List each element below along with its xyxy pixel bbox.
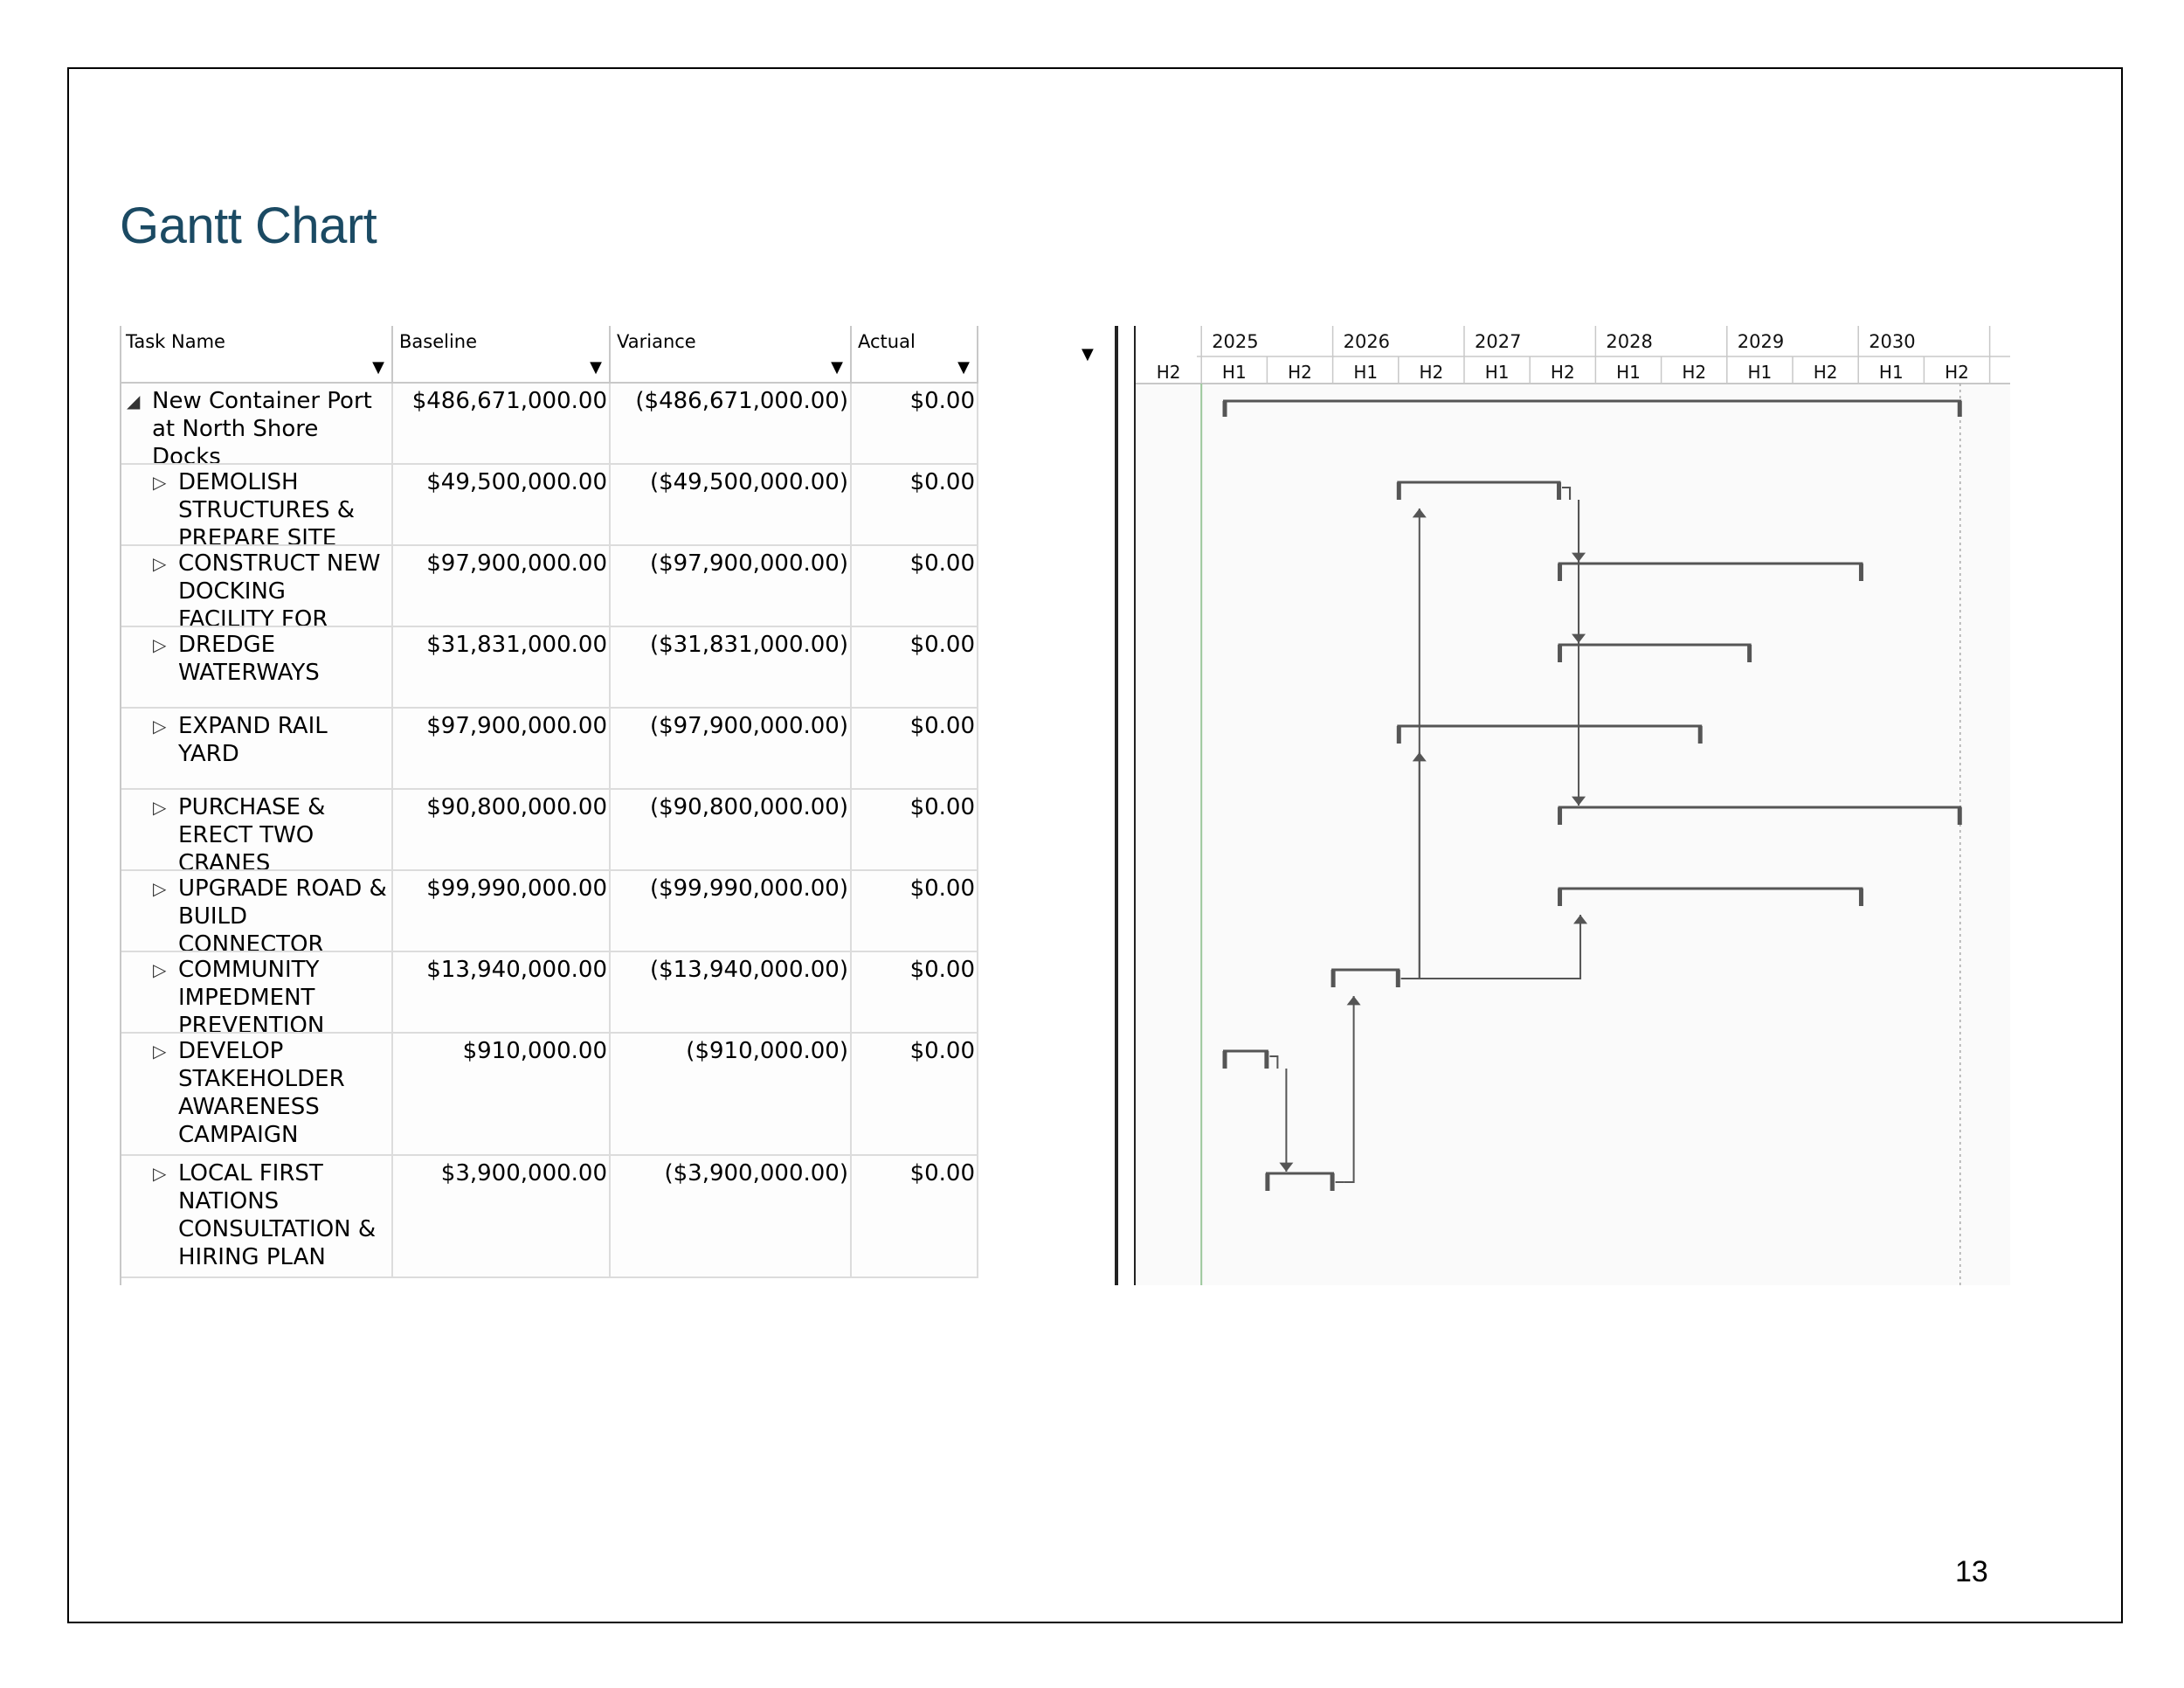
variance-cell: ($99,990,000.00) [611, 871, 852, 951]
half-label: H2 [1945, 362, 1969, 383]
column-header-label: Baseline [399, 331, 478, 352]
task-name: New Container Port at North Shore Docks [152, 388, 372, 465]
actual-cell: $0.00 [852, 384, 978, 463]
column-header-label: Task Name [126, 331, 225, 352]
year-label: 2028 [1606, 331, 1653, 352]
actual-cell: $0.00 [852, 546, 978, 626]
half-label: H1 [1353, 362, 1379, 383]
variance-cell: ($910,000.00) [611, 1034, 852, 1154]
gantt-background [1136, 384, 2010, 1285]
column-header-baseline[interactable] [393, 326, 611, 384]
column-header-actual[interactable] [852, 326, 978, 384]
task-name: CONSTRUCT NEW DOCKING FACILITY FOR [178, 550, 381, 627]
year-label: 2026 [1343, 331, 1391, 352]
baseline-cell: $99,990,000.00 [393, 871, 611, 951]
actual-cell: $0.00 [852, 627, 978, 707]
table-row[interactable] [120, 790, 978, 871]
baseline-cell: $486,671,000.00 [393, 384, 611, 463]
bar-end-cap [1698, 726, 1703, 744]
bar-start-cap [1558, 645, 1562, 662]
half-label: H2 [1813, 362, 1838, 383]
bar-end-cap [1859, 564, 1863, 581]
task-name: COMMUNITY IMPEDMENT PREVENTION [178, 957, 325, 1034]
half-label: H1 [1878, 362, 1904, 383]
collapse-triangle-icon[interactable]: ◢ [127, 391, 141, 412]
gantt-chart [1136, 326, 2010, 1285]
table-row[interactable] [120, 952, 978, 1034]
bar-start-cap [1558, 564, 1562, 581]
year-label: 2025 [1212, 331, 1259, 352]
column-header-variance[interactable] [611, 326, 852, 384]
table-row[interactable] [120, 1034, 978, 1156]
bar-end-cap [1330, 1173, 1335, 1191]
page-number: 13 [1955, 1555, 1988, 1588]
task-name: EXPAND RAIL YARD [178, 713, 328, 767]
actual-cell: $0.00 [852, 709, 978, 788]
bar-start-cap [1223, 401, 1227, 417]
half-label: H1 [1484, 362, 1510, 383]
variance-cell: ($31,831,000.00) [611, 627, 852, 707]
actual-cell: $0.00 [852, 790, 978, 869]
task-name: DEMOLISH STRUCTURES & PREPARE SITE [178, 469, 356, 546]
expand-triangle-icon[interactable]: ▷ [153, 553, 167, 574]
task-name: PURCHASE & ERECT TWO CRANES [178, 794, 326, 871]
bar-end-cap [1747, 645, 1752, 662]
task-name: LOCAL FIRST NATIONS CONSULTATION & HIRING PLAN [178, 1160, 377, 1270]
task-name: UPGRADE ROAD & BUILD CONNECTOR [178, 875, 387, 952]
task-name-cell[interactable] [120, 1034, 393, 1154]
half-label: H2 [1288, 362, 1312, 383]
actual-cell: $0.00 [852, 871, 978, 951]
actual-cell: $0.00 [852, 952, 978, 1032]
sort-arrow-icon[interactable]: ▼ [372, 358, 384, 377]
variance-cell: ($3,900,000.00) [611, 1156, 852, 1276]
bar-end-cap [1958, 807, 1962, 825]
bar-start-cap [1331, 970, 1336, 987]
column-header-label: Actual [858, 331, 916, 352]
bar-start-cap [1397, 726, 1401, 744]
variance-cell: ($486,671,000.00) [611, 384, 852, 463]
bar-start-cap [1265, 1173, 1269, 1191]
year-label: 2027 [1475, 331, 1522, 352]
task-name-cell[interactable] [120, 871, 393, 951]
variance-cell: ($97,900,000.00) [611, 546, 852, 626]
task-name-cell[interactable] [120, 790, 393, 869]
half-label: H1 [1221, 362, 1247, 383]
bar-end-cap [1396, 970, 1400, 987]
table-row[interactable] [120, 1156, 978, 1278]
expand-triangle-icon[interactable]: ▷ [153, 472, 167, 493]
variance-cell: ($13,940,000.00) [611, 952, 852, 1032]
half-label: H1 [1616, 362, 1641, 383]
task-name-cell[interactable] [120, 465, 393, 544]
task-name-cell[interactable] [120, 709, 393, 788]
task-name: DREDGE WATERWAYS [178, 632, 320, 686]
task-name: DEVELOP STAKEHOLDER AWARENESS CAMPAIGN [178, 1038, 345, 1148]
expand-triangle-icon[interactable]: ▷ [153, 959, 167, 980]
half-label: H1 [1747, 362, 1773, 383]
task-name-cell[interactable] [120, 384, 393, 463]
table-row[interactable] [120, 465, 978, 546]
table-row[interactable] [120, 546, 978, 627]
baseline-cell: $31,831,000.00 [393, 627, 611, 707]
actual-cell: $0.00 [852, 1156, 978, 1276]
bar-start-cap [1558, 807, 1562, 825]
half-label: H2 [1156, 362, 1181, 383]
year-label: 2030 [1869, 331, 1916, 352]
baseline-cell: $97,900,000.00 [393, 546, 611, 626]
bar-end-cap [1557, 482, 1561, 500]
variance-cell: ($97,900,000.00) [611, 709, 852, 788]
table-left-border [120, 326, 121, 1285]
expand-triangle-icon[interactable]: ▷ [153, 878, 167, 899]
bar-end-cap [1958, 401, 1962, 417]
bar-end-cap [1264, 1051, 1268, 1069]
expand-triangle-icon[interactable]: ▷ [153, 716, 167, 737]
table-row[interactable] [120, 384, 978, 465]
bar-start-cap [1223, 1051, 1227, 1069]
column-header-name[interactable] [120, 326, 393, 384]
expand-triangle-icon[interactable]: ▷ [153, 634, 167, 655]
actual-cell: $0.00 [852, 1034, 978, 1154]
column-header-label: Variance [617, 331, 696, 352]
task-name-cell[interactable] [120, 627, 393, 707]
sort-arrow-icon[interactable]: ▼ [590, 358, 602, 377]
year-label: 2029 [1737, 331, 1785, 352]
sort-arrow-icon[interactable]: ▼ [831, 358, 843, 377]
expand-triangle-icon[interactable]: ▷ [153, 1163, 167, 1184]
baseline-cell: $90,800,000.00 [393, 790, 611, 869]
table-row[interactable] [120, 871, 978, 952]
baseline-cell: $49,500,000.00 [393, 465, 611, 544]
expand-triangle-icon[interactable]: ▷ [153, 1041, 167, 1062]
baseline-cell: $13,940,000.00 [393, 952, 611, 1032]
pane-splitter[interactable] [1115, 326, 1118, 1285]
half-label: H2 [1550, 362, 1575, 383]
half-label: H2 [1682, 362, 1707, 383]
timescale-menu-icon[interactable]: ▼ [1082, 345, 1094, 363]
task-name-cell[interactable] [120, 952, 393, 1032]
bar-end-cap [1859, 889, 1863, 906]
bar-start-cap [1397, 482, 1401, 500]
expand-triangle-icon[interactable]: ▷ [153, 797, 167, 818]
table-row[interactable] [120, 709, 978, 790]
task-name-cell[interactable] [120, 546, 393, 626]
variance-cell: ($90,800,000.00) [611, 790, 852, 869]
baseline-cell: $97,900,000.00 [393, 709, 611, 788]
task-name-cell[interactable] [120, 1156, 393, 1276]
baseline-cell: $3,900,000.00 [393, 1156, 611, 1276]
sort-arrow-icon[interactable]: ▼ [957, 358, 970, 377]
table-row[interactable] [120, 627, 978, 709]
half-label: H2 [1419, 362, 1444, 383]
page-title: Gantt Chart [120, 197, 377, 254]
actual-cell: $0.00 [852, 465, 978, 544]
variance-cell: ($49,500,000.00) [611, 465, 852, 544]
baseline-cell: $910,000.00 [393, 1034, 611, 1154]
bar-start-cap [1558, 889, 1562, 906]
gantt-svg [1136, 326, 2010, 1285]
